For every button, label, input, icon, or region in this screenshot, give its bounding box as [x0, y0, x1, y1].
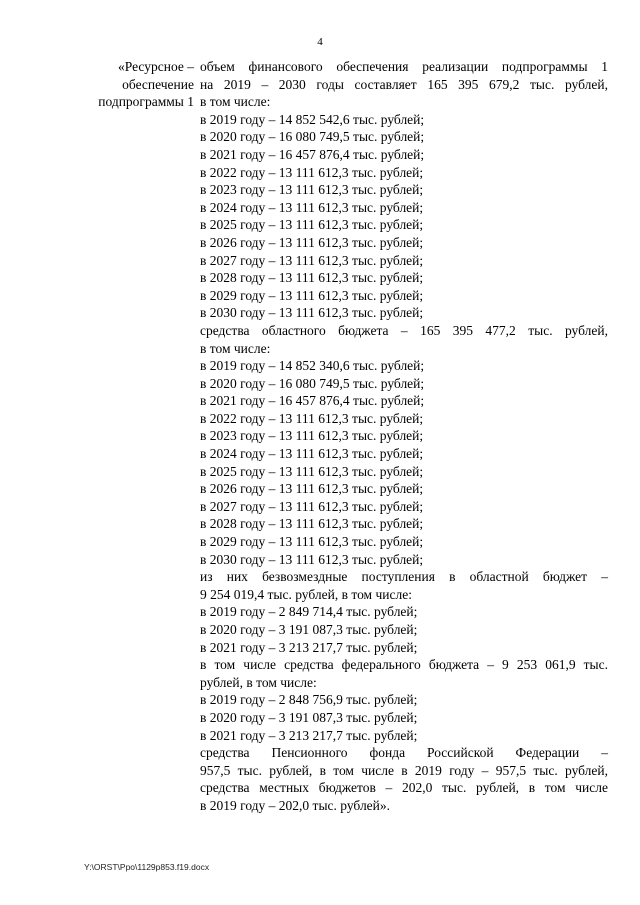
text-line: из них безвозмездные поступления в областной бюджет – [200, 569, 608, 585]
text-line: в 2019 году – 2 848 756,9 тыс. рублей; [200, 692, 418, 708]
text-line: средства областного бюджета – 165 395 477,2 тыс. рублей, [200, 322, 608, 338]
text-line: в 2021 году – 3 213 217,7 тыс. рублей; [200, 639, 418, 655]
text-line: 957,5 тыс. рублей, в том числе в 2019 году – 957,5 тыс. рублей, [200, 762, 608, 778]
text-line: в 2019 году – 14 852 542,6 тыс. рублей; [200, 111, 425, 127]
text-line: в 2024 году – 13 111 612,3 тыс. рублей; [200, 199, 424, 215]
text-line: в 2020 году – 3 191 087,3 тыс. рублей; [200, 622, 418, 637]
text-line: в 2026 году – 13 111 612,3 тыс. рублей; [200, 481, 424, 497]
text-line: в том числе: [200, 94, 271, 110]
text-line: в том числе: [200, 340, 271, 356]
text-line: в 2028 году – 13 111 612,3 тыс. рублей; [200, 516, 424, 532]
row-content [200, 58, 608, 815]
text-line: в 2020 году – 3 191 087,3 тыс. рублей; [200, 709, 418, 725]
text-line: в 2019 году – 2 849 714,4 тыс. рублей; [200, 604, 418, 620]
text-line: в 2029 году – 13 111 612,3 тыс. рублей; [200, 534, 424, 550]
text-line: в 2023 году – 13 111 612,3 тыс. рублей; [200, 182, 424, 198]
text-line: рублей, в том числе: [200, 674, 317, 690]
text-line: средства местных бюджетов – 202,0 тыс. рублей, в том числе [200, 780, 608, 796]
text-line: в 2029 году – 13 111 612,3 тыс. рублей; [200, 287, 424, 303]
text-line: объем финансового обеспечения реализации подпрограммы 1 [200, 59, 608, 74]
text-line: в 2025 году – 13 111 612,3 тыс. рублей; [200, 463, 424, 479]
text-line: в 2020 году – 16 080 749,5 тыс. рублей; [200, 375, 425, 391]
text-line: в 2027 году – 13 111 612,3 тыс. рублей; [200, 498, 424, 514]
text-line: в 2028 году – 13 111 612,3 тыс. рублей; [200, 270, 424, 286]
text-line: в 2027 году – 13 111 612,3 тыс. рублей; [200, 252, 424, 268]
text-line: в 2026 году – 13 111 612,3 тыс. рублей; [200, 234, 424, 250]
text-line: средства Пенсионного фонда Российской Федерации – [200, 745, 608, 761]
page-number: 4 [317, 36, 323, 48]
text-line: в 2030 году – 13 111 612,3 тыс. рублей; [200, 305, 424, 321]
text-line: в 2019 году – 202,0 тыс. рублей». [200, 797, 391, 813]
text-line: в 2020 году – 16 080 749,5 тыс. рублей; [200, 129, 425, 145]
text-line: в 2021 году – 3 213 217,7 тыс. рублей; [200, 727, 418, 743]
text-line: в 2025 году – 13 111 612,3 тыс. рублей; [200, 217, 424, 233]
heading-line: «Ресурсное – [118, 59, 194, 74]
text-line: в 2022 году – 13 111 612,3 тыс. рублей; [200, 164, 424, 180]
text-line: в 2021 году – 16 457 876,4 тыс. рублей; [200, 393, 425, 409]
footer-file-path: Y:\ORST\Ppo\1129p853.f19.docx [84, 862, 210, 872]
text-line: в том числе средства федерального бюджета – 9 253 061,9 тыс. [200, 657, 608, 673]
text-line: в 2021 году – 16 457 876,4 тыс. рублей; [200, 146, 425, 162]
text-line: 9 254 019,4 тыс. рублей, в том числе: [200, 586, 412, 602]
heading-line: обеспечение [122, 76, 194, 92]
row-heading [84, 58, 194, 111]
text-line: в 2022 году – 13 111 612,3 тыс. рублей; [200, 410, 424, 426]
text-line: в 2019 году – 14 852 340,6 тыс. рублей; [200, 358, 425, 374]
text-line: на 2019 – 2030 годы составляет 165 395 679,2 тыс. рублей, [200, 76, 608, 92]
text-line: в 2023 году – 13 111 612,3 тыс. рублей; [200, 428, 424, 444]
text-line: в 2030 году – 13 111 612,3 тыс. рублей; [200, 551, 424, 567]
heading-line: подпрограммы 1 [98, 94, 194, 110]
text-line: в 2024 году – 13 111 612,3 тыс. рублей; [200, 446, 424, 462]
